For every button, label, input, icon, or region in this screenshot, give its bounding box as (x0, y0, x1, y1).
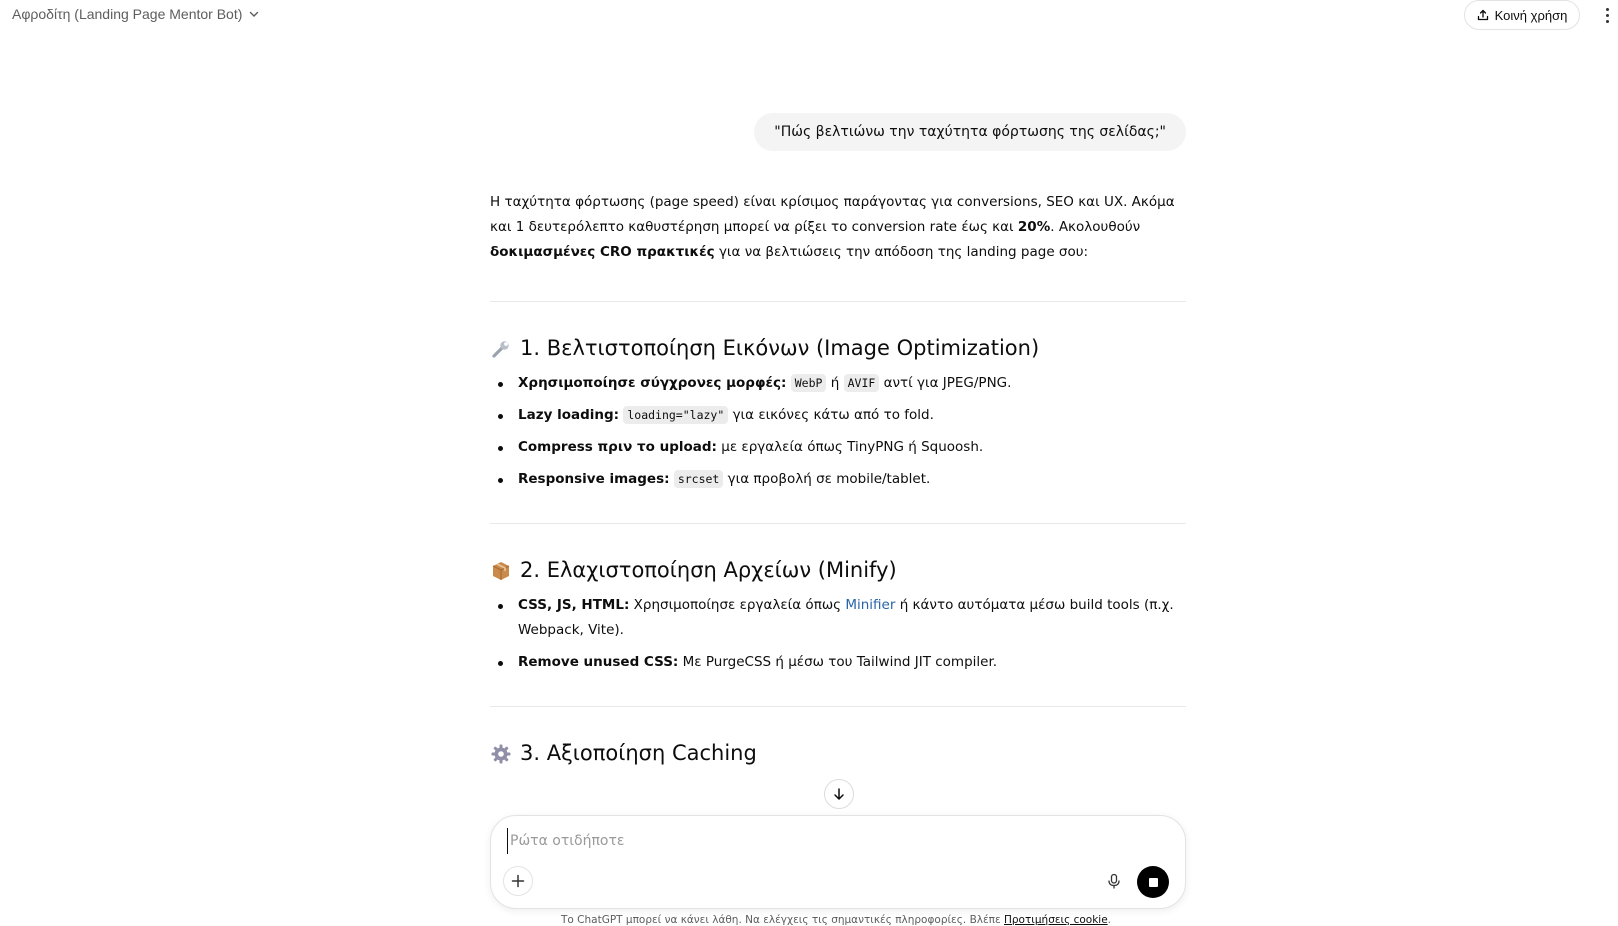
section-heading: 3. Αξιοποίηση Caching (490, 741, 1186, 766)
divider (490, 706, 1186, 707)
bullet-list (490, 371, 1186, 492)
divider (490, 301, 1186, 302)
scroll-to-bottom-button[interactable] (824, 779, 854, 809)
stop-generating-button[interactable] (1137, 866, 1169, 898)
divider (490, 523, 1186, 524)
chevron-down-icon (248, 8, 260, 20)
list-item: CSS, JS, HTML: Χρησιμοποίησε εργαλεία όπως Minifier ή κάντο αυτόματα μέσω build tools (π.χ. Webpack, Vite). (490, 593, 1186, 643)
answer-intro: Η ταχύτητα φόρτωσης (page speed) είναι κρίσιμος παράγοντας για conversions, SEO και UX. Ακόμα και 1 δευτερόλεπτο καθυστέρηση μπορεί να ρίξει το conversion rate έως και 20%. Ακολουθούν δοκιμασμένες CRO πρακτικές για να βελτιώσεις την απόδοση της landing page σου: (490, 194, 1175, 260)
section-heading: 2. Ελαχιστοποίηση Αρχείων (Minify) (490, 558, 1186, 583)
assistant-message (490, 190, 1186, 766)
conversation-thread (490, 0, 1186, 812)
gear-icon (490, 743, 512, 765)
microphone-icon (1106, 873, 1122, 889)
voice-input-button[interactable] (1099, 866, 1129, 896)
arrow-down-icon (832, 787, 846, 801)
model-name: Αφροδίτη (Landing Page Mentor Bot) (12, 6, 243, 22)
attach-button[interactable] (503, 866, 533, 896)
package-icon (490, 560, 512, 582)
list-item: Χρησιμοποίησε σύγχρονες μορφές: WebP ή AVIF αντί για JPEG/PNG. (490, 371, 1186, 396)
list-item: Remove unused CSS: Με PurgeCSS ή μέσω του Tailwind JIT compiler. (490, 650, 1186, 675)
composer (490, 815, 1186, 909)
model-selector[interactable] (12, 6, 260, 22)
list-item: Compress πριν το upload: με εργαλεία όπως TinyPNG ή Squoosh. (490, 435, 1186, 460)
minifier-link[interactable]: Minifier (845, 597, 896, 613)
bullet-list (490, 593, 1186, 675)
share-icon (1477, 9, 1489, 21)
cookie-preferences-link[interactable]: Προτιμήσεις cookie (1004, 914, 1108, 926)
user-message: "Πώς βελτιώνω την ταχύτητα φόρτωσης της σελίδας;" (754, 113, 1186, 151)
share-label: Κοινή χρήση (1494, 7, 1568, 23)
stop-icon (1149, 878, 1158, 887)
list-item: Lazy loading: loading="lazy" για εικόνες κάτω από το fold. (490, 403, 1186, 428)
wrench-icon (490, 338, 512, 360)
prompt-input[interactable] (507, 828, 1167, 854)
share-button[interactable] (1464, 0, 1580, 30)
more-options-icon[interactable] (1600, 4, 1614, 26)
section-heading: 1. Βελτιστοποίηση Εικόνων (Image Optimization) (490, 336, 1186, 361)
disclaimer: Το ChatGPT μπορεί να κάνει λάθη. Να ελέγχεις τις σημαντικές πληροφορίες. Βλέπε Προτιμήσεις cookie. (560, 914, 1112, 926)
list-item: Responsive images: srcset για προβολή σε mobile/tablet. (490, 467, 1186, 492)
plus-icon (511, 874, 525, 888)
